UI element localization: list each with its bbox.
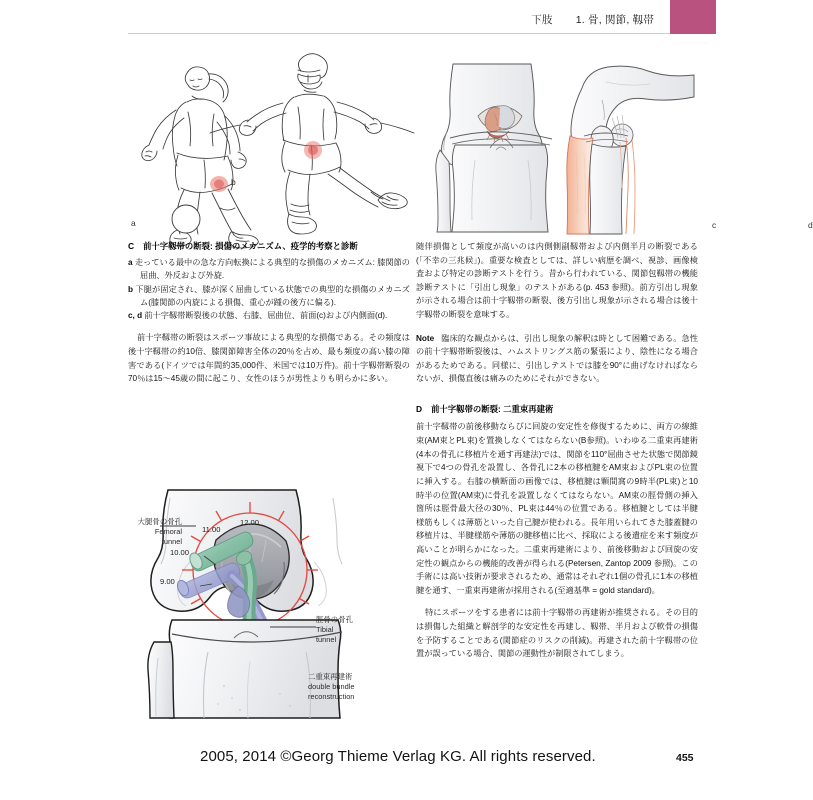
femoral-tunnel-callout bbox=[120, 517, 182, 546]
page-number: 455 bbox=[676, 752, 694, 764]
chapter-color-tab bbox=[670, 0, 716, 34]
figure-label-c: c bbox=[712, 220, 717, 230]
double-bundle-label-en-2: reconstruction bbox=[308, 691, 355, 701]
tibial-tunnel-callout bbox=[316, 615, 396, 644]
clock-label-11: 11.00 bbox=[202, 525, 221, 534]
figure-row-abcd bbox=[128, 52, 813, 234]
legend-marker: c, d bbox=[128, 311, 143, 321]
legend-text: 前十字靱帯断裂後の状態、右膝、屈曲位、前面(c)および内側面(d). bbox=[144, 311, 388, 321]
note-block bbox=[416, 332, 698, 386]
figure-label-a: a bbox=[131, 218, 136, 228]
legend-text: 走っている最中の急な方向転換による典型的な損傷のメカニズム: 膝関節の屈曲、外反および外旋. bbox=[134, 258, 410, 281]
legend-marker: b bbox=[128, 284, 134, 294]
legend-marker: a bbox=[128, 258, 133, 268]
legend-text: 下腿が固定され、膝が深く屈曲している状態での典型的な損傷のメカニズム(膝関節の内旋による損傷、重心が踵の後方に偏る). bbox=[135, 284, 410, 307]
left-text-column bbox=[128, 240, 410, 386]
note-label: Note bbox=[416, 333, 435, 343]
legend-item bbox=[128, 256, 410, 283]
section-d-heading bbox=[416, 403, 698, 416]
femoral-tunnel-label-en-1: Femoral bbox=[154, 526, 182, 536]
double-bundle-label-jp: 二重束再建術 bbox=[308, 672, 353, 681]
continuation-paragraph: 随伴損傷として頻度が高いのは内側側副靱帯および内側半月の断裂である(「不幸の三兆候」)。重要な検査としては、詳しい病歴を調べ、視診、画像検査および特定の診断テストを行う。昔から行われている、関節包靱帯の機能診断テストに「引出し現象」のテストがある(p. 453 参照)。前方引出し現象が示される場合は前十字靱帯の断裂、後方引出し現象が示される場合は後十字靱帯の断裂を意味する。 bbox=[416, 242, 698, 320]
clock-label-10: 10.00 bbox=[170, 548, 190, 557]
tibial-tunnel-label-en-2: tunnel bbox=[316, 634, 337, 644]
figure-label-d: d bbox=[808, 220, 813, 230]
page-header bbox=[128, 0, 800, 36]
section-c-letter: C bbox=[128, 241, 135, 251]
copyright-notice: 2005, 2014 ©Georg Thieme Verlag KG. All rights reserved. bbox=[200, 748, 596, 765]
figure-panel-ab bbox=[128, 52, 412, 234]
legend-item bbox=[128, 309, 410, 322]
tibial-tunnel-label-jp: 脛骨の骨孔 bbox=[316, 615, 353, 624]
right-text-column bbox=[416, 240, 698, 661]
figure-label-b: b bbox=[231, 177, 236, 187]
femoral-tunnel-label-jp: 大腿骨の骨孔 bbox=[137, 517, 182, 526]
femoral-tunnel-label-en-2: tunnel bbox=[161, 536, 182, 546]
running-head-chapter: 1. 骨, 関節, 靱帯 bbox=[575, 14, 654, 26]
section-d-letter: D bbox=[416, 404, 423, 415]
double-bundle-caption bbox=[308, 672, 400, 701]
figure-panel-cd bbox=[420, 52, 813, 234]
section-d-paragraph-2: 特にスポーツをする患者には前十字靱帯の再建術が推奨される。その目的は損傷した組織と解剖学的な安定性を再建し、靱帯、半月および軟骨の損傷を予防することである(関節症のリスクの削減)。再建された前十字靱帯の位置が誤っている場合、関節の運動性が制限されてしまう。 bbox=[416, 608, 698, 659]
tibial-tunnel-label-en-1: Tibial bbox=[316, 624, 334, 634]
section-d-title: 前十字靱帯の断裂: 二重束再建術 bbox=[431, 404, 554, 415]
double-bundle-reconstruction-figure bbox=[120, 462, 405, 724]
clock-label-9: 9.00 bbox=[160, 577, 175, 586]
header-divider bbox=[128, 33, 670, 34]
page-footer bbox=[0, 748, 800, 778]
section-c-paragraph: 前十字靱帯の断裂はスポーツ事故による典型的な損傷である。その頻度は後十字靱帯の約10倍、膝関節障害全体の20％を占め、最も頻度の高い膝の障害である(ドイツでは年間約35,000件、米国では10万件)。前十字靱帯断裂の70％は15～45歳の間に起こり、女性のほうが男性よりも明らかに多い。 bbox=[128, 333, 410, 384]
note-text: 臨床的な観点からは、引出し現象の解釈は時として困難である。急性の前十字靱帯断裂後は、ハムストリングス筋の緊張により、陰性になる場合があるためである。同様に、引出しテストでは膝を90°に曲げなければならないが、損傷直後は痛みのためにそれができない。 bbox=[416, 333, 698, 384]
double-bundle-label-en-1: double bundle bbox=[308, 681, 355, 691]
section-d-paragraph-1: 前十字靱帯の前後移動ならびに回旋の安定性を修復するために、両方の線維束(AM束とPL束)を置換しなくてはならない(B参照)。いわゆる二重束再建術(4本の骨孔に移植片を通す再建法)では、関節を110°屈曲させた状態で関節鏡視下で4つの骨孔を設置し、各骨孔に2本の移植腱をAM束およびPL束の位置に挿入する。右膝の横断面の画像では、移植腱は顆間窩の9時半(PL束)と10時半の位置(AM束)に骨孔を設置しなくてはならない。AM束の脛骨側の挿入箇所は脛骨最大径の30％、PL束は44％の位置である。移植腱としては半腱様筋もしくは薄筋といった自己腱が使われる。長年用いられてきた膝蓋腱の移植片は、半腱様筋や薄筋の腱移植に比べ、採取による後遺症を来す頻度が高いことが明らかになった。二重束再建術により、前後移動および回旋の安定性の観点からの機能的改善が得られる(Petersen, Zantop 2009 参照)。この手術には高い技術が要求されるため、通常はそれぞれ1個の骨孔に1本の移植腱を通す、一重束再建術が採用される(至適基準 = gold standard)。 bbox=[416, 422, 698, 595]
section-c-title: 前十字靱帯の断裂: 損傷のメカニズム、疫学的考察と診断 bbox=[143, 241, 358, 251]
section-c-heading bbox=[128, 240, 410, 253]
running-head bbox=[128, 12, 668, 27]
clock-label-12: 12.00 bbox=[240, 518, 260, 527]
legend-item bbox=[128, 283, 410, 310]
running-head-region: 下肢 bbox=[531, 14, 553, 26]
